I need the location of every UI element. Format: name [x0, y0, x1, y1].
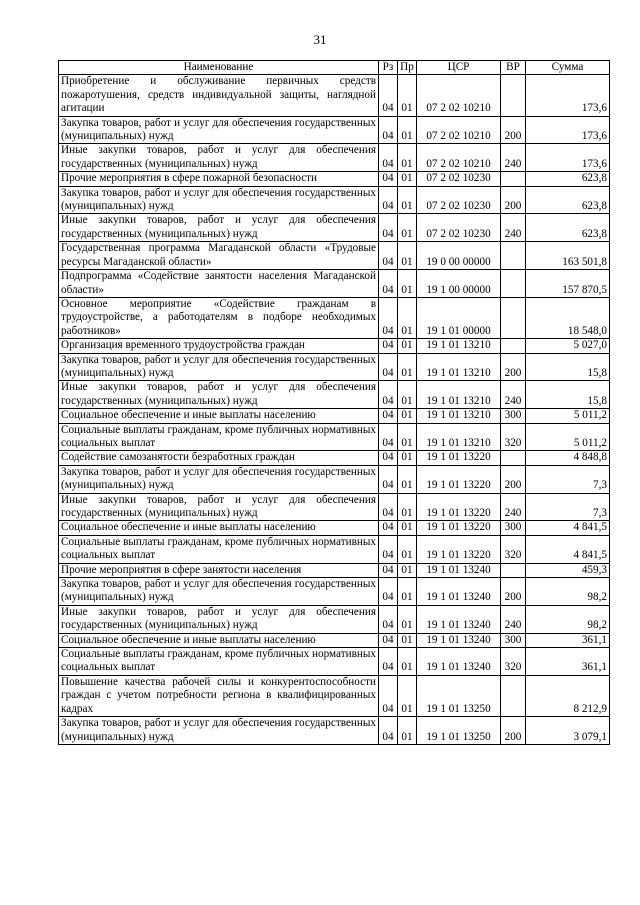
cell-pr: 01: [398, 633, 417, 647]
table-row: [59, 297, 610, 338]
cell-pr: 01: [398, 465, 417, 493]
cell-rz: 04: [379, 339, 398, 353]
cell-rz: 04: [379, 186, 398, 214]
cell-name: Иные закупки товаров, работ и услуг для обеспечения государственных (муниципальных) нужд: [59, 493, 379, 521]
table-row: [59, 172, 610, 186]
cell-vr: 240: [501, 493, 526, 521]
cell-rz: 04: [379, 675, 398, 716]
cell-rz: 04: [379, 648, 398, 676]
cell-vr: 320: [501, 535, 526, 563]
table-row: [59, 242, 610, 270]
cell-sum: 8 212,9: [526, 675, 610, 716]
cell-pr: 01: [398, 563, 417, 577]
cell-name: Иные закупки товаров, работ и услуг для обеспечения государственных (муниципальных) нужд: [59, 144, 379, 172]
cell-csr: 19 1 00 00000: [417, 270, 501, 298]
table-row: [59, 270, 610, 298]
cell-name: Прочие мероприятия в сфере занятости населения: [59, 563, 379, 577]
cell-sum: 98,2: [526, 605, 610, 633]
cell-csr: 07 2 02 10230: [417, 172, 501, 186]
cell-pr: 01: [398, 648, 417, 676]
cell-rz: 04: [379, 409, 398, 423]
cell-rz: 04: [379, 493, 398, 521]
cell-vr: 240: [501, 381, 526, 409]
header-vr: ВР: [501, 61, 526, 75]
cell-csr: 07 2 02 10210: [417, 116, 501, 144]
cell-csr: 19 1 01 13220: [417, 451, 501, 465]
cell-sum: 157 870,5: [526, 270, 610, 298]
cell-vr: [501, 270, 526, 298]
cell-rz: 04: [379, 116, 398, 144]
cell-vr: 240: [501, 214, 526, 242]
cell-sum: 173,6: [526, 144, 610, 172]
cell-pr: 01: [398, 339, 417, 353]
cell-rz: 04: [379, 717, 398, 745]
cell-csr: 07 2 02 10210: [417, 75, 501, 116]
table-body: [59, 75, 610, 745]
cell-sum: 18 548,0: [526, 297, 610, 338]
cell-vr: 300: [501, 409, 526, 423]
cell-name: Социальные выплаты гражданам, кроме публичных нормативных социальных выплат: [59, 423, 379, 451]
table-row: [59, 521, 610, 535]
cell-name: Закупка товаров, работ и услуг для обеспечения государственных (муниципальных) нужд: [59, 116, 379, 144]
cell-vr: [501, 675, 526, 716]
cell-csr: 19 1 01 13240: [417, 648, 501, 676]
table-row: [59, 563, 610, 577]
cell-vr: [501, 75, 526, 116]
table-header-row: [59, 61, 610, 75]
table-row: [59, 605, 610, 633]
cell-name: Закупка товаров, работ и услуг для обеспечения государственных (муниципальных) нужд: [59, 465, 379, 493]
cell-csr: 19 1 01 13250: [417, 675, 501, 716]
cell-name: Государственная программа Магаданской области «Трудовые ресурсы Магаданской области»: [59, 242, 379, 270]
cell-sum: 15,8: [526, 353, 610, 381]
cell-pr: 01: [398, 423, 417, 451]
cell-csr: 07 2 02 10230: [417, 186, 501, 214]
cell-vr: 200: [501, 353, 526, 381]
cell-pr: 01: [398, 675, 417, 716]
cell-rz: 04: [379, 242, 398, 270]
cell-rz: 04: [379, 605, 398, 633]
cell-name: Социальное обеспечение и иные выплаты населению: [59, 633, 379, 647]
cell-name: Иные закупки товаров, работ и услуг для обеспечения государственных (муниципальных) нужд: [59, 214, 379, 242]
cell-sum: 4 841,5: [526, 521, 610, 535]
cell-sum: 163 501,8: [526, 242, 610, 270]
cell-sum: 5 011,2: [526, 409, 610, 423]
cell-csr: 19 1 01 13210: [417, 339, 501, 353]
table-row: [59, 214, 610, 242]
cell-vr: [501, 451, 526, 465]
cell-rz: 04: [379, 270, 398, 298]
cell-pr: 01: [398, 186, 417, 214]
cell-name: Социальные выплаты гражданам, кроме публичных нормативных социальных выплат: [59, 648, 379, 676]
cell-csr: 19 1 01 13220: [417, 521, 501, 535]
cell-vr: 200: [501, 116, 526, 144]
table-row: [59, 339, 610, 353]
cell-name: Прочие мероприятия в сфере пожарной безопасности: [59, 172, 379, 186]
cell-pr: 01: [398, 578, 417, 606]
cell-rz: 04: [379, 633, 398, 647]
cell-pr: 01: [398, 381, 417, 409]
cell-sum: 623,8: [526, 214, 610, 242]
cell-name: Закупка товаров, работ и услуг для обеспечения государственных (муниципальных) нужд: [59, 186, 379, 214]
header-sum: Сумма: [526, 61, 610, 75]
cell-sum: 5 027,0: [526, 339, 610, 353]
cell-sum: 4 848,8: [526, 451, 610, 465]
header-name: Наименование: [59, 61, 379, 75]
cell-sum: 7,3: [526, 493, 610, 521]
cell-pr: 01: [398, 75, 417, 116]
cell-vr: [501, 339, 526, 353]
header-pr: Пр: [398, 61, 417, 75]
cell-rz: 04: [379, 423, 398, 451]
cell-vr: 200: [501, 717, 526, 745]
cell-csr: 19 1 01 13210: [417, 381, 501, 409]
table-row: [59, 633, 610, 647]
table-row: [59, 409, 610, 423]
cell-sum: 623,8: [526, 186, 610, 214]
cell-name: Организация временного трудоустройства граждан: [59, 339, 379, 353]
cell-vr: [501, 172, 526, 186]
cell-pr: 01: [398, 451, 417, 465]
budget-table: [58, 60, 610, 745]
table-row: [59, 493, 610, 521]
cell-csr: 19 0 00 00000: [417, 242, 501, 270]
cell-vr: [501, 242, 526, 270]
cell-pr: 01: [398, 535, 417, 563]
cell-csr: 19 1 01 13240: [417, 605, 501, 633]
cell-vr: 200: [501, 465, 526, 493]
cell-rz: 04: [379, 465, 398, 493]
cell-name: Основное мероприятие «Содействие гражданам в трудоустройстве, а работодателям в подборе необходимых работников»: [59, 297, 379, 338]
cell-rz: 04: [379, 578, 398, 606]
cell-name: Закупка товаров, работ и услуг для обеспечения государственных (муниципальных) нужд: [59, 717, 379, 745]
cell-pr: 01: [398, 521, 417, 535]
table-row: [59, 116, 610, 144]
cell-csr: 19 1 01 13240: [417, 563, 501, 577]
table-row: [59, 717, 610, 745]
cell-rz: 04: [379, 535, 398, 563]
cell-sum: 4 841,5: [526, 535, 610, 563]
page-number: 31: [313, 32, 327, 47]
table-row: [59, 675, 610, 716]
table-row: [59, 465, 610, 493]
cell-pr: 01: [398, 144, 417, 172]
cell-csr: 07 2 02 10210: [417, 144, 501, 172]
cell-vr: 200: [501, 578, 526, 606]
table-row: [59, 648, 610, 676]
cell-pr: 01: [398, 172, 417, 186]
cell-name: Социальные выплаты гражданам, кроме публичных нормативных социальных выплат: [59, 535, 379, 563]
cell-vr: 300: [501, 633, 526, 647]
table-row: [59, 423, 610, 451]
cell-name: Закупка товаров, работ и услуг для обеспечения государственных (муниципальных) нужд: [59, 353, 379, 381]
table-row: [59, 186, 610, 214]
header-rz: Рз: [379, 61, 398, 75]
cell-name: Содействие самозанятости безработных граждан: [59, 451, 379, 465]
cell-name: Социальное обеспечение и иные выплаты населению: [59, 409, 379, 423]
cell-sum: 173,6: [526, 116, 610, 144]
cell-csr: 19 1 01 13220: [417, 465, 501, 493]
header-csr: ЦСР: [417, 61, 501, 75]
cell-csr: 19 1 01 13220: [417, 493, 501, 521]
table-row: [59, 451, 610, 465]
cell-csr: 19 1 01 13240: [417, 633, 501, 647]
cell-csr: 07 2 02 10230: [417, 214, 501, 242]
cell-rz: 04: [379, 297, 398, 338]
cell-pr: 01: [398, 353, 417, 381]
cell-vr: [501, 297, 526, 338]
cell-rz: 04: [379, 353, 398, 381]
cell-sum: 623,8: [526, 172, 610, 186]
cell-vr: [501, 563, 526, 577]
cell-pr: 01: [398, 116, 417, 144]
cell-pr: 01: [398, 297, 417, 338]
cell-rz: 04: [379, 144, 398, 172]
cell-csr: 19 1 01 13240: [417, 578, 501, 606]
cell-name: Иные закупки товаров, работ и услуг для обеспечения государственных (муниципальных) нужд: [59, 605, 379, 633]
cell-sum: 98,2: [526, 578, 610, 606]
cell-csr: 19 1 01 13210: [417, 423, 501, 451]
cell-sum: 3 079,1: [526, 717, 610, 745]
cell-rz: 04: [379, 75, 398, 116]
cell-pr: 01: [398, 409, 417, 423]
cell-rz: 04: [379, 381, 398, 409]
cell-sum: 7,3: [526, 465, 610, 493]
cell-name: Подпрограмма «Содействие занятости населения Магаданской области»: [59, 270, 379, 298]
cell-name: Приобретение и обслуживание первичных средств пожаротушения, средств индивидуальной защиты, наглядной агитации: [59, 75, 379, 116]
table-row: [59, 535, 610, 563]
table-row: [59, 75, 610, 116]
cell-rz: 04: [379, 451, 398, 465]
cell-vr: 320: [501, 648, 526, 676]
cell-csr: 19 1 01 13220: [417, 535, 501, 563]
cell-csr: 19 1 01 13210: [417, 409, 501, 423]
cell-vr: 240: [501, 605, 526, 633]
table-row: [59, 578, 610, 606]
cell-sum: 459,3: [526, 563, 610, 577]
cell-csr: 19 1 01 13250: [417, 717, 501, 745]
cell-pr: 01: [398, 270, 417, 298]
cell-csr: 19 1 01 00000: [417, 297, 501, 338]
cell-vr: 320: [501, 423, 526, 451]
cell-name: Повышение качества рабочей силы и конкурентоспособности граждан с учетом потребности региона в квалифицированных кадрах: [59, 675, 379, 716]
cell-sum: 361,1: [526, 633, 610, 647]
cell-rz: 04: [379, 214, 398, 242]
cell-pr: 01: [398, 605, 417, 633]
cell-pr: 01: [398, 242, 417, 270]
cell-sum: 173,6: [526, 75, 610, 116]
cell-vr: 200: [501, 186, 526, 214]
cell-rz: 04: [379, 521, 398, 535]
cell-pr: 01: [398, 214, 417, 242]
cell-pr: 01: [398, 717, 417, 745]
cell-sum: 5 011,2: [526, 423, 610, 451]
cell-rz: 04: [379, 172, 398, 186]
table-row: [59, 144, 610, 172]
cell-name: Иные закупки товаров, работ и услуг для обеспечения государственных (муниципальных) нужд: [59, 381, 379, 409]
cell-name: Социальное обеспечение и иные выплаты населению: [59, 521, 379, 535]
cell-vr: 300: [501, 521, 526, 535]
table-row: [59, 353, 610, 381]
cell-vr: 240: [501, 144, 526, 172]
table-row: [59, 381, 610, 409]
cell-name: Закупка товаров, работ и услуг для обеспечения государственных (муниципальных) нужд: [59, 578, 379, 606]
cell-rz: 04: [379, 563, 398, 577]
cell-csr: 19 1 01 13210: [417, 353, 501, 381]
cell-sum: 361,1: [526, 648, 610, 676]
cell-sum: 15,8: [526, 381, 610, 409]
cell-pr: 01: [398, 493, 417, 521]
